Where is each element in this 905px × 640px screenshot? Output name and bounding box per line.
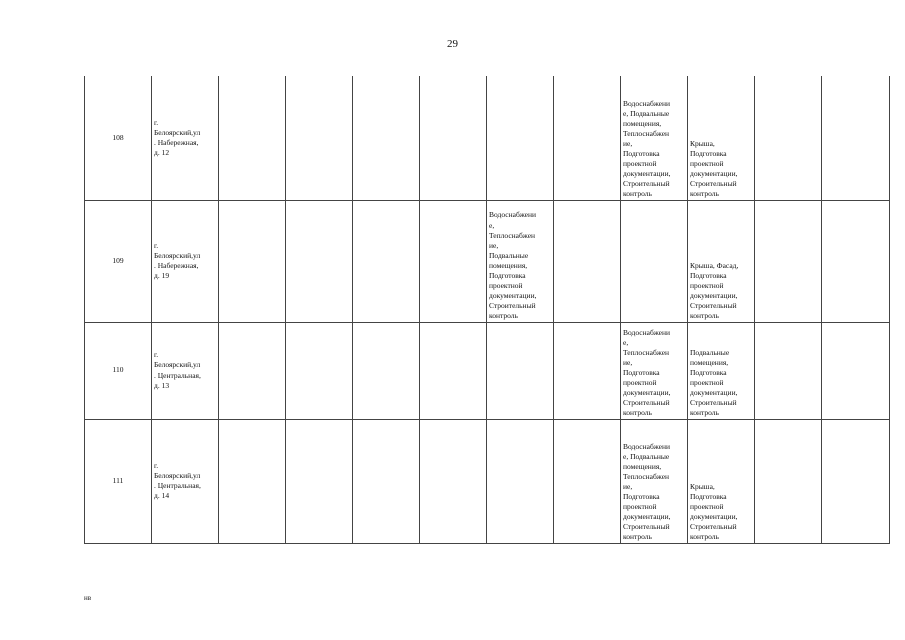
empty-cell	[353, 419, 420, 543]
empty-cell	[219, 76, 286, 200]
empty-cell	[487, 76, 554, 200]
cell-line: Белоярский,ул	[154, 127, 201, 137]
cell-line: Подготовка	[489, 271, 526, 281]
cell-line: Строительный	[623, 522, 670, 532]
cell-line: Белоярский,ул	[154, 470, 201, 480]
cell-line: контроль	[690, 408, 719, 418]
cell-line: документации,	[489, 291, 537, 301]
cell-line: Теплоснабжен	[623, 347, 670, 357]
cell-line: ие,	[623, 481, 633, 491]
cell-line: г.	[154, 117, 159, 127]
works-cell	[487, 200, 554, 322]
cell-line: Подготовка	[690, 368, 727, 378]
cell-text	[154, 118, 216, 158]
cell-line: г.	[154, 460, 159, 470]
empty-cell	[554, 322, 621, 419]
cell-line: г.	[154, 350, 159, 360]
empty-cell	[286, 76, 353, 200]
cell-line: помещения,	[623, 461, 662, 471]
cell-text	[623, 442, 685, 543]
table-body	[85, 76, 890, 543]
cell-line: Крыша, Фасад,	[690, 260, 739, 270]
empty-cell	[219, 200, 286, 322]
cell-line: Водоснабжени	[623, 327, 671, 337]
cell-line: Подвальные	[489, 250, 529, 260]
cell-line: контроль	[623, 532, 652, 542]
cell-line: контроль	[623, 189, 652, 199]
empty-cell	[219, 322, 286, 419]
cell-line: проектной	[489, 281, 523, 291]
empty-cell	[554, 200, 621, 322]
cell-line: контроль	[489, 311, 518, 321]
cell-text	[690, 261, 752, 322]
cell-text	[154, 461, 216, 501]
cell-line: ие,	[489, 240, 499, 250]
works-table	[84, 76, 890, 544]
cell-text	[154, 241, 216, 281]
empty-cell	[353, 322, 420, 419]
empty-cell	[286, 419, 353, 543]
cell-line: контроль	[690, 532, 719, 542]
cell-line: помещения,	[489, 260, 528, 270]
cell-line: Подготовка	[623, 149, 660, 159]
empty-cell	[554, 419, 621, 543]
empty-cell	[353, 200, 420, 322]
empty-cell	[822, 322, 890, 419]
address-cell	[152, 76, 219, 200]
cell-line: ие,	[623, 357, 633, 367]
empty-cell	[822, 200, 890, 322]
row-number: 111	[85, 419, 152, 543]
cell-line: д. 12	[154, 147, 170, 157]
cell-line: документации,	[623, 169, 671, 179]
cell-line: Белоярский,ул	[154, 250, 201, 260]
cell-line: Строительный	[489, 301, 536, 311]
cell-line: проектной	[623, 378, 657, 388]
cell-line: помещения,	[690, 357, 729, 367]
cell-text	[623, 99, 685, 200]
works-cell	[621, 322, 688, 419]
cell-line: проектной	[623, 159, 657, 169]
address-cell	[152, 419, 219, 543]
table-row	[85, 419, 890, 543]
cell-line: е,	[489, 220, 495, 230]
cell-line: Подготовка	[623, 368, 660, 378]
works-cell	[621, 419, 688, 543]
empty-cell	[554, 76, 621, 200]
empty-cell	[487, 419, 554, 543]
cell-line: Водоснабжени	[489, 210, 537, 220]
cell-line: . Центральная,	[154, 370, 201, 380]
cell-line: проектной	[690, 159, 724, 169]
works-cell	[688, 200, 755, 322]
empty-cell	[487, 322, 554, 419]
cell-text	[690, 348, 752, 419]
cell-line: контроль	[690, 311, 719, 321]
empty-cell	[755, 419, 822, 543]
row-number: 110	[85, 322, 152, 419]
table-row	[85, 76, 890, 200]
cell-line: документации,	[623, 388, 671, 398]
empty-cell	[755, 76, 822, 200]
cell-line: Теплоснабжен	[623, 471, 670, 481]
cell-line: Водоснабжени	[623, 441, 671, 451]
empty-cell	[353, 76, 420, 200]
empty-cell	[286, 200, 353, 322]
cell-line: Подвальные	[690, 347, 730, 357]
cell-line: документации,	[690, 169, 738, 179]
cell-text	[690, 139, 752, 200]
cell-text	[623, 328, 685, 419]
cell-text	[154, 350, 216, 390]
cell-line: контроль	[623, 408, 652, 418]
cell-line: документации,	[690, 291, 738, 301]
cell-text	[690, 482, 752, 543]
address-cell	[152, 322, 219, 419]
empty-cell	[621, 200, 688, 322]
footer-mark: нв	[84, 594, 92, 602]
empty-cell	[755, 322, 822, 419]
cell-line: Строительный	[623, 398, 670, 408]
cell-line: Водоснабжени	[623, 98, 671, 108]
cell-line: Строительный	[690, 179, 737, 189]
cell-line: Подготовка	[690, 149, 727, 159]
cell-line: Теплоснабжен	[489, 230, 536, 240]
cell-line: ие,	[623, 138, 633, 148]
empty-cell	[755, 200, 822, 322]
cell-line: д. 19	[154, 271, 170, 281]
empty-cell	[420, 200, 487, 322]
cell-line: Белоярский,ул	[154, 360, 201, 370]
works-cell	[688, 76, 755, 200]
empty-cell	[219, 419, 286, 543]
address-cell	[152, 200, 219, 322]
cell-line: д. 14	[154, 491, 170, 501]
cell-line: Подготовка	[690, 271, 727, 281]
cell-line: Строительный	[690, 522, 737, 532]
cell-line: е,	[623, 337, 629, 347]
empty-cell	[822, 419, 890, 543]
page-number: 29	[447, 38, 458, 50]
cell-line: документации,	[690, 388, 738, 398]
works-cell	[688, 322, 755, 419]
cell-line: е, Подвальные	[623, 451, 670, 461]
empty-cell	[286, 322, 353, 419]
cell-line: Подготовка	[690, 492, 727, 502]
cell-line: помещения,	[623, 118, 662, 128]
cell-line: . Центральная,	[154, 481, 201, 490]
cell-line: Строительный	[623, 179, 670, 189]
empty-cell	[420, 322, 487, 419]
cell-line: проектной	[623, 502, 657, 512]
table-row	[85, 200, 890, 322]
works-cell	[621, 76, 688, 200]
cell-line: проектной	[690, 502, 724, 512]
cell-line: е, Подвальные	[623, 108, 670, 118]
cell-line: проектной	[690, 281, 724, 291]
cell-line: Подготовка	[623, 492, 660, 502]
cell-line: документации,	[623, 512, 671, 522]
cell-line: проектной	[690, 378, 724, 388]
cell-line: контроль	[690, 189, 719, 199]
cell-line: документации,	[690, 512, 738, 522]
cell-line: Крыша,	[690, 481, 715, 491]
cell-text	[489, 210, 551, 321]
row-number: 108	[85, 76, 152, 200]
cell-line: Теплоснабжен	[623, 128, 670, 138]
works-cell	[688, 419, 755, 543]
cell-line: . Набережная,	[154, 137, 199, 147]
row-number: 109	[85, 200, 152, 322]
empty-cell	[822, 76, 890, 200]
cell-line: д. 13	[154, 380, 170, 390]
cell-line: Строительный	[690, 301, 737, 311]
cell-line: Крыша,	[690, 138, 715, 148]
empty-cell	[420, 76, 487, 200]
cell-line: . Набережная,	[154, 261, 199, 270]
cell-line: Строительный	[690, 398, 737, 408]
cell-line: г.	[154, 240, 159, 250]
empty-cell	[420, 419, 487, 543]
table-row	[85, 322, 890, 419]
